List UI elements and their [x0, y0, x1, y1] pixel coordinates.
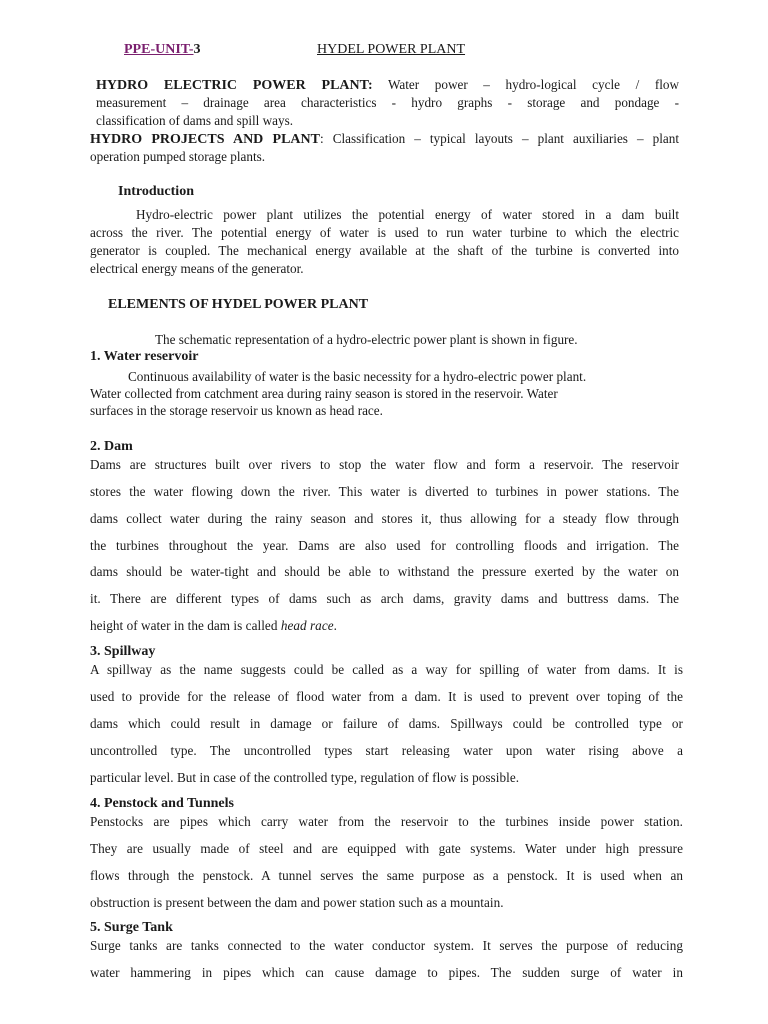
- syllabus-hydro-heading: HYDRO ELECTRIC POWER PLANT:: [96, 78, 373, 93]
- penstock-line: obstruction is present between the dam and power station such as a mountain.: [90, 895, 504, 910]
- dam-heading: 2. Dam: [90, 439, 133, 454]
- head-race-term: head race: [280, 618, 334, 633]
- introduction-line: generator is coupled. The mechanical energy available at the shaft of the turbine is converted into: [90, 243, 679, 258]
- syllabus-hydro-line-1: HYDRO ELECTRIC POWER PLANT: Water power – hydro-logical cycle / flow: [96, 77, 680, 93]
- syllabus-projects-line-1: HYDRO PROJECTS AND PLANT: Classification – typical layouts – plant auxiliaries – plant: [90, 131, 679, 147]
- introduction-line: electrical energy means of the generator.: [90, 261, 304, 276]
- unit-prefix: PPE-UNIT-: [124, 42, 194, 57]
- reservoir-line: surfaces in the storage reservoir us known as head race.: [90, 403, 383, 418]
- dam-line: the turbines throughout the year. Dams are also used for controlling floods and irrigation. The: [90, 538, 679, 553]
- introduction-line: Hydro-electric power plant utilizes the potential energy of water stored in a dam built: [136, 207, 679, 222]
- dam-line-last: height of water in the dam is called head race.: [90, 618, 337, 633]
- spillway-line: particular level. But in case of the controlled type, regulation of flow is possible.: [90, 770, 520, 785]
- syllabus-projects-line-2: operation pumped storage plants.: [90, 149, 266, 164]
- spillway-line: uncontrolled type. The uncontrolled types start releasing water upon water rising above a: [90, 743, 683, 758]
- syllabus-hydro-line-3: classification of dams and spill ways.: [96, 113, 294, 128]
- introduction-heading: Introduction: [118, 184, 194, 199]
- syllabus-projects-heading: HYDRO PROJECTS AND PLANT: [90, 132, 320, 147]
- unit-label: [124, 42, 201, 58]
- syllabus-hydro-line-2: measurement – drainage area characteristics - hydro graphs - storage and pondage -: [96, 95, 679, 110]
- elements-intro: The schematic representation of a hydro-electric power plant is shown in figure.: [155, 332, 578, 347]
- penstock-line: They are usually made of steel and are equipped with gate systems. Water under high pressure: [90, 841, 683, 856]
- dam-line: dams collect water during the rainy season and stores it, thus allowing for a steady flow through: [90, 511, 679, 526]
- surge-line: water hammering in pipes which can cause damage to pipes. The sudden surge of water in: [90, 965, 683, 980]
- surge-line: Surge tanks are tanks connected to the water conductor system. It serves the purpose of reducing: [90, 938, 683, 953]
- spillway-line: used to provide for the release of flood water from a dam. It is used to prevent over toping of the: [90, 689, 683, 704]
- page-title: HYDEL POWER PLANT: [317, 42, 466, 57]
- penstock-line: Penstocks are pipes which carry water from the reservoir to the turbines inside power station.: [90, 814, 683, 829]
- penstock-heading: 4. Penstock and Tunnels: [90, 796, 234, 811]
- spillway-line: dams which could result in damage or failure of dams. Spillways could be controlled type or: [90, 716, 683, 731]
- spillway-line: A spillway as the name suggests could be called as a way for spilling of water from dams. It is: [90, 662, 683, 677]
- dam-line: Dams are structures built over rivers to stop the water flow and form a reservoir. The reservoir: [90, 457, 679, 472]
- reservoir-line: Water collected from catchment area during rainy season is stored in the reservoir. Water: [90, 386, 558, 401]
- spillway-heading: 3. Spillway: [90, 644, 156, 659]
- unit-number: 3: [193, 42, 201, 57]
- dam-line: it. There are different types of dams such as arch dams, gravity dams and buttress dams. The: [90, 591, 679, 606]
- dam-line: dams should be water-tight and should be able to withstand the pressure exerted by the water on: [90, 564, 679, 579]
- penstock-line: flows through the penstock. A tunnel serves the same purpose as a penstock. It is used when an: [90, 868, 683, 883]
- introduction-line: across the river. The potential energy of water is used to run water turbine to which the electric: [90, 225, 679, 240]
- reservoir-heading: 1. Water reservoir: [90, 349, 199, 364]
- reservoir-line: Continuous availability of water is the basic necessity for a hydro-electric power plant.: [128, 369, 587, 384]
- elements-heading: ELEMENTS OF HYDEL POWER PLANT: [108, 297, 369, 312]
- surge-heading: 5. Surge Tank: [90, 920, 173, 935]
- dam-line: stores the water flowing down the river. This water is diverted to turbines in power stations. The: [90, 484, 679, 499]
